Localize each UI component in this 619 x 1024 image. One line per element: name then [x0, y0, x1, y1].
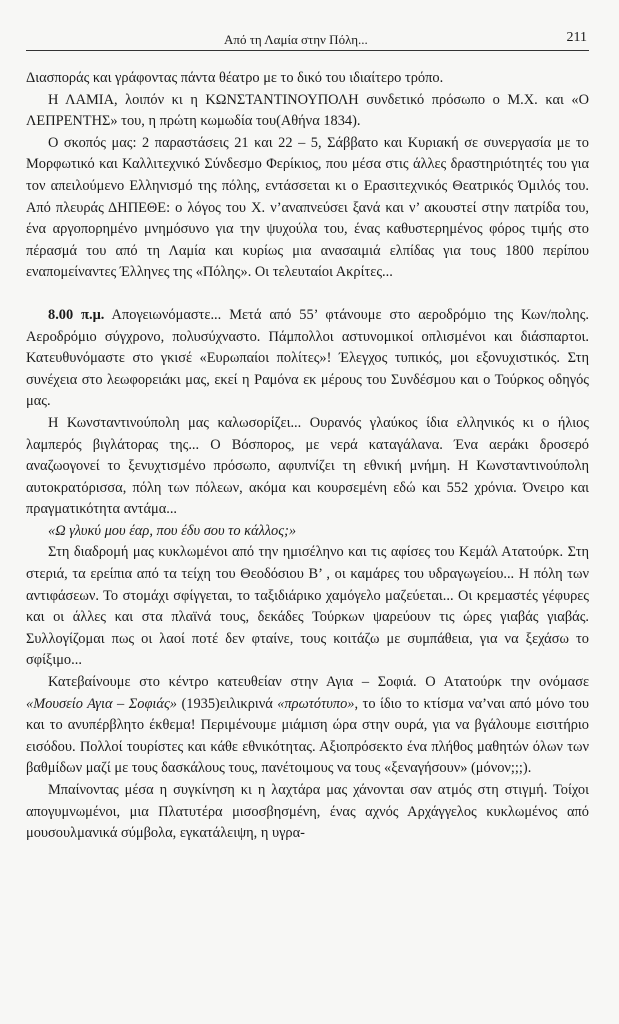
paragraph-5: Η Κωνσταντινούπολη μας καλωσορίζει... Ουρανός γλαύκος ίδια ελληνικός κι ο ήλιος λαμπερός βιγλάτορας της... Ο Βόσπορος, με νερά καταγάλανα. Ένα αεράκι δροσερό αναζωογονεί το ξενυχτισμένο πρόσωπο, αφυπνίζει τη εθνική μνήμη. Η Κωνσταντινούπολη αυτοκρατόρισσα, πόλη των πόλεων, ακόμα και κουρσεμένη εδώ και 552 χρόνια. Όνειρο και πραγματικότητα αντάμα... — [26, 414, 589, 518]
paragraph-7-a: Κατεβαίνουμε στο κέντρο κατευθείαν στην Αγια – Σοφιά. Ο Ατατούρκ την ονόμασε — [48, 674, 589, 691]
running-title: Από τη Λαμία στην Πόλη... — [224, 32, 368, 47]
paragraph-6: Στη διαδρομή μας κυκλωμένοι από την ημισέληνο και τις αφίσες του Κεμάλ Ατατούρκ. Στη στεριά, τα ερείπια από τα τείχη του Θεοδόσιου Β’ , οι καμάρες του υδραγωγείου... Η πόλη των αντιφάσεων. Το στομάχι σφίγγεται, το ταξιδιάρικο χαμόγελο μαζεύεται... Οι κρεμαστές γέφυρες και οι άλλες και στα πλαϊνά τους, δεκάδες Τούρκων ψαρεύουν τις ώρες γιαβάς γιαβάς. Συλλογίζομαι πως οι λαοί ποτέ δεν φταίνε, τους κοιτάζω με συμπάθεια, για να ξεχάσω το σφίξιμο... — [26, 544, 589, 669]
paragraph-7-b: (1935)ειλικρινά — [177, 695, 278, 712]
paragraph-8: Μπαίνοντας μέσα η συγκίνηση κι η λαχτάρα μας χάνονται σαν ατμός στη στιγμή. Τοίχοι απογυμνωμένοι, μια Πλατυτέρα μισοσβησμένη, ένας αχνός Αρχάγγελος κυκλωμένος από μουσουλμανικά σύμβολα, εγκατάλειψη, η υγρα- — [26, 782, 589, 842]
page-header — [26, 28, 589, 51]
page-body — [26, 68, 589, 845]
paragraph-1: Διασποράς και γράφοντας πάντα θέατρο με το δικό του ιδιαίτερο τρόπο. — [26, 70, 444, 86]
original-word: «πρωτότυπο» — [277, 695, 355, 712]
paragraph-7-c: , το ίδιο το κτίσμα να’ναι από μόνο του και το ανυπέρβλητο έκθεμα! Περιμένουμε μιάμιση ώρα στην ουρά, για να βγάλουμε εισιτήριο εισόδου. Πολλοί τουρίστες και κάθε εθνικότητας. Αξιοπρόσεκτο ένα πλήθος μαθητών όλων των βαθμίδων μαζί με τους δασκάλους τους, πανέτοιμους να τους «ξεναγήσουν» (μόνον;;;). — [26, 695, 590, 777]
paragraph-7 — [26, 672, 589, 780]
paragraph-4 — [26, 305, 589, 413]
paragraph-2: Η ΛΑΜΙΑ, λοιπόν κι η ΚΩΝΣΤΑΝΤΙΝΟΥΠΟΛΗ συνδετικό πρόσωπο ο Μ.Χ. και «Ο ΛΕΠΡΕΝΤΗΣ» του, η πρώτη κωμωδία του(Αθήνα 1834). — [26, 91, 589, 130]
paragraph-4-text: Απογειωνόμαστε... Μετά από 55’ φτάνουμε στο αεροδρόμιο της Κων/πολης. Αεροδρόμιο σύγχρονο, πολυσύχναστο. Πάμπολλοι αστυνομικοί οπλισμένοι και διάσπαρτοι. Κατευθυνόμαστε στο γκισέ «Ευρωπαίοι πολίτες»! Έλεγχος τυπικός, μοι εξονυχιστικός. Στη συνέχεια στο λεωφορειάκι μας, εκεί η Ραμόνα εκ μέρους του Συνδέσμου και ο Τούρκος οδηγός μας. — [26, 306, 589, 410]
paragraph-3: Ο σκοπός μας: 2 παραστάσεις 21 και 22 – 5, Σάββατο και Κυριακή σε συνεργασία με το Μορφωτικό και Καλλιτεχνικό Σύνδεσμο Φερίκιος, που μέσα στις άλλες δραστηριότητές του για τον απειλούμενο Ελληνισμό της πόλης, εντάσσεται κι ο Ερασιτεχνικός Θεατρικός Όμιλός του. Από πλευράς ΔΗΠΕΘΕ: ο λόγος του Χ. ν’αναπνεύσει ξανά και ν’ ακουστεί στην πατρίδα του, ένα αργοπορημένο μνημόσυνο για την ψυχούλα του, ένας καθυστερημένος φόρος τιμής στο πέρασμά του από τη Λαμία και κυρίως μια ανασαιμιά ελπίδας για τους 1800 περίπου εναπομείναντες Έλληνες της «Πόλης». Οι τελευταίοι Ακρίτες... — [26, 134, 589, 281]
page-number: 211 — [566, 30, 587, 45]
quote-line: «Ω γλυκύ μου έαρ, που έδυ σου το κάλλος;» — [48, 522, 297, 539]
museum-name: «Μουσείο Αγια – Σοφιάς» — [26, 695, 177, 712]
time-label: 8.00 π.μ. — [48, 306, 105, 323]
